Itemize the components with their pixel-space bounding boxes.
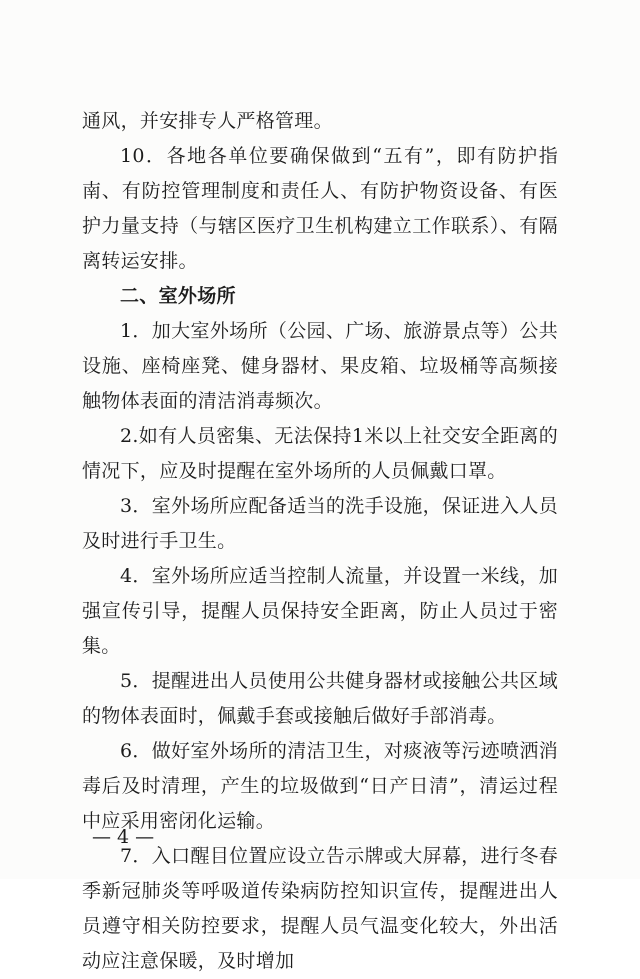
section-heading-outdoor: 二、室外场所 — [120, 285, 236, 307]
paragraph-item-6: 6．做好室外场所的清洁卫生，对痰液等污迹喷洒消毒后及时清理，产生的垃圾做到“日产日清”，清运过程中应采用密闭化运输。 — [82, 740, 558, 832]
page-number: — 4 — — [92, 826, 155, 848]
paragraph-item-10: 10．各地各单位要确保做到“五有”，即有防护指南、有防控管理制度和责任人、有防护物资设备、有医护力量支持（与辖区医疗卫生机构建立工作联系）、有隔离转运安排。 — [82, 145, 558, 272]
paragraph-item-3: 3．室外场所应配备适当的洗手设施，保证进入人员及时进行手卫生。 — [82, 495, 558, 552]
paragraph-continuation: 通风，并安排专人严格管理。 — [82, 110, 333, 132]
paragraph-item-4: 4．室外场所应适当控制人流量，并设置一米线，加强宣传引导，提醒人员保持安全距离，防止人员过于密集。 — [82, 565, 558, 657]
paragraph-item-7: 7．入口醒目位置应设立告示牌或大屏幕，进行冬春季新冠肺炎等呼吸道传染病防控知识宣传，提醒进出人员遵守相关防控要求，提醒人员气温变化较大，外出活动应注意保暖，及时增加 — [82, 845, 558, 972]
paragraph-item-2: 2.如有人员密集、无法保持1米以上社交安全距离的情况下，应及时提醒在室外场所的人员佩戴口罩。 — [82, 425, 558, 482]
paragraph-item-1: 1．加大室外场所（公园、广场、旅游景点等）公共设施、座椅座凳、健身器材、果皮箱、垃圾桶等高频接触物体表面的清洁消毒频次。 — [82, 320, 558, 412]
paragraph-item-5: 5．提醒进出人员使用公共健身器材或接触公共区域的物体表面时，佩戴手套或接触后做好手部消毒。 — [82, 670, 558, 727]
